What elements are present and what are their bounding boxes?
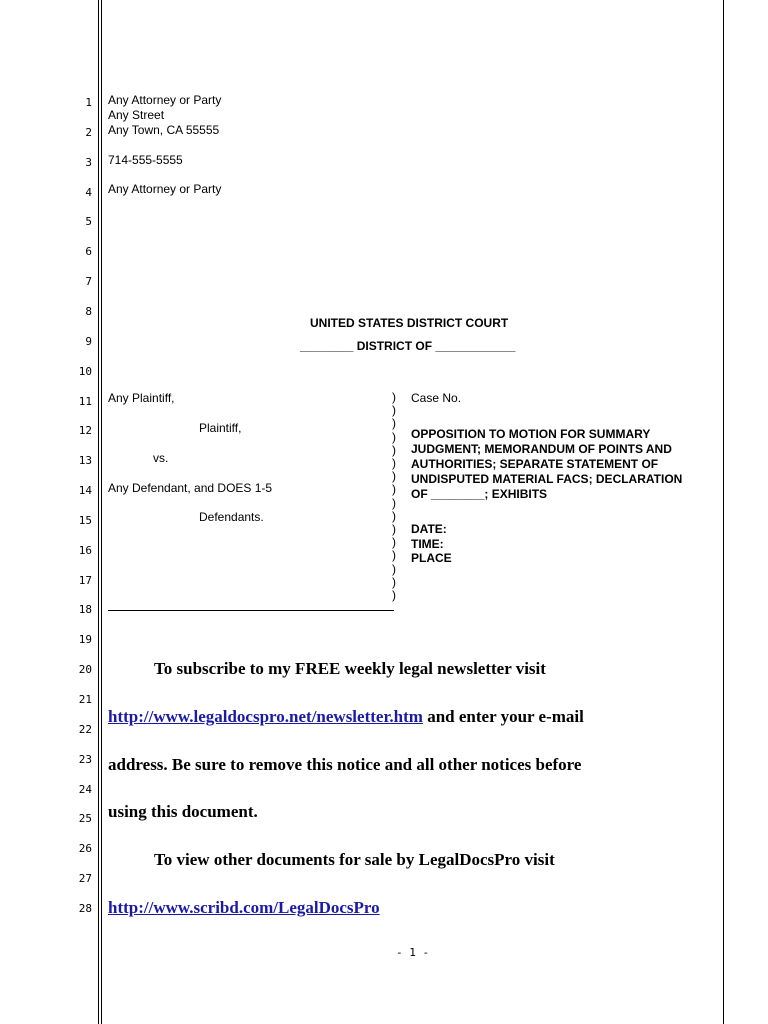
line-number: 12 [78, 424, 92, 438]
left-margin-rule-1 [98, 0, 99, 1024]
court-district: ________ DISTRICT OF ____________ [300, 339, 516, 353]
line-number: 7 [85, 275, 92, 289]
line-number: 6 [85, 245, 92, 259]
line-number: 11 [78, 394, 92, 408]
document-title-line: UNDISPUTED MATERIAL FACS; DECLARATION [411, 472, 683, 486]
defendant-role: Defendants. [199, 510, 264, 524]
scribd-link[interactable]: http://www.scribd.com/LegalDocsPro [108, 898, 380, 917]
document-title [411, 427, 682, 502]
case-number-label: Case No. [411, 391, 462, 405]
line-number: 18 [78, 603, 92, 617]
notice-line-1: To subscribe to my FREE weekly legal newsletter visit [154, 659, 546, 678]
document-title-line: OF ________; EXHIBITS [411, 487, 548, 501]
line-number: 9 [85, 334, 92, 348]
line-number: 2 [85, 125, 92, 139]
line-number: 16 [78, 543, 92, 557]
line-number: 17 [78, 573, 92, 587]
hearing-place: PLACE [411, 551, 452, 565]
hearing-info [411, 522, 452, 566]
right-margin-rule [723, 0, 724, 1024]
caption-underline [108, 610, 394, 611]
line-number: 28 [78, 901, 92, 915]
line-number: 24 [78, 782, 92, 796]
page-number: - 1 - [396, 946, 430, 959]
document-title-line: AUTHORITIES; SEPARATE STATEMENT OF [411, 457, 659, 471]
notice-line-3: address. Be sure to remove this notice and all other notices before [108, 755, 582, 774]
line-number: 13 [78, 454, 92, 468]
document-title-line: OPPOSITION TO MOTION FOR SUMMARY [411, 427, 651, 441]
line-number: 8 [85, 304, 92, 318]
line-number: 21 [78, 693, 92, 706]
plaintiff-name: Any Plaintiff, [108, 391, 175, 405]
attorney-phone: 714-555-5555 [108, 153, 183, 167]
line-number: 23 [78, 752, 92, 766]
court-name: UNITED STATES DISTRICT COURT [310, 316, 509, 330]
versus: vs. [153, 451, 169, 465]
attorney-street: Any Street [108, 108, 165, 122]
plaintiff-role: Plaintiff, [199, 421, 242, 435]
line-number: 4 [85, 185, 92, 199]
hearing-date: DATE: [411, 522, 447, 536]
line-number: 3 [85, 155, 92, 169]
line-number: 1 [85, 96, 92, 109]
line-number: 22 [78, 722, 92, 736]
line-number: 10 [78, 364, 92, 378]
defendant-name: Any Defendant, and DOES 1-5 [108, 481, 273, 495]
notice-line-5: To view other documents for sale by LegalDocsPro visit [154, 850, 555, 869]
line-number: 27 [78, 872, 92, 886]
notice-line-2-rest: and enter your e-mail [422, 707, 584, 726]
notice-line-2 [108, 707, 584, 727]
line-number: 19 [78, 633, 92, 647]
line-number: 25 [78, 812, 92, 826]
newsletter-link[interactable]: http://www.legaldocspro.net/newsletter.htm [108, 707, 423, 726]
document-title-line: JUDGMENT; MEMORANDUM OF POINTS AND [411, 442, 672, 456]
hearing-time: TIME: [411, 536, 444, 551]
notice-line-4: using this document. [108, 802, 258, 821]
attorney-city: Any Town, CA 55555 [108, 123, 220, 137]
attorney-name: Any Attorney or Party [108, 93, 222, 107]
line-number: 20 [78, 663, 92, 677]
line-number: 14 [78, 484, 92, 498]
line-number: 5 [85, 215, 92, 229]
left-margin-rule-2 [101, 0, 102, 1024]
notice-line-6 [108, 898, 380, 918]
attorney-for: Any Attorney or Party [108, 182, 222, 196]
line-number: 26 [78, 842, 92, 856]
line-number: 15 [78, 513, 92, 527]
caption-paren-column: ) ) ) ) ) ) ) ) ) ) ) ) ) ) ) ) [392, 390, 396, 603]
